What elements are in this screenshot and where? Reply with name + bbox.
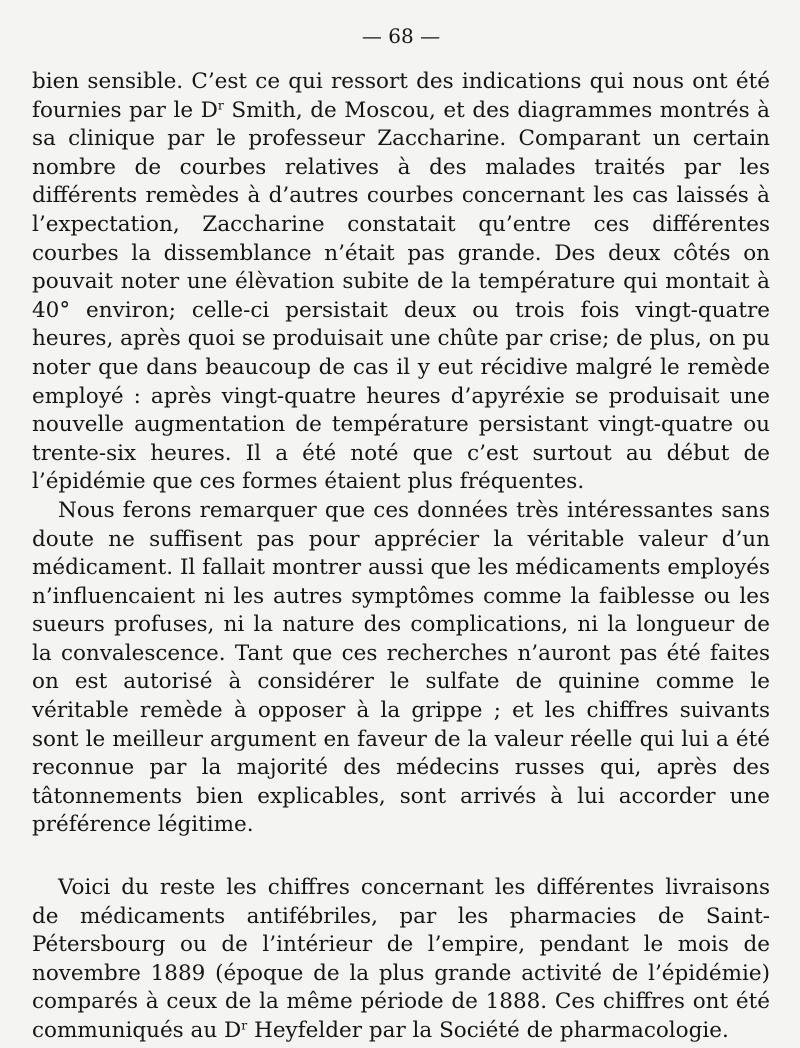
- paragraph-1-text-b: Smith, de Moscou, et des diagrammes montrés à sa clinique par le professeur Zaccharine. Comparant un certain nombre de courbes relatives à des malades traités par les différents remèdes à d’autres courbes concernant les cas laissés à l’expectation, Zaccharine constatait qu’entre ces différentes courbes la dissemblance n’était pas grande. Des deux côtés on pouvait noter une élèvation subite de la température qui montait à 40° environ; celle-ci persistait deux ou trois fois vingt-quatre heures, après quoi se produisait une chûte par crise; de plus, on pu noter que dans beaucoup de cas il y eut récidive malgré le remède employé : après vingt-quatre heures d’apyréxie se produisait une nouvelle augmentation de température persistant vingt-quatre ou trente-six heures. Il a été noté que c’est surtout au début de l’épidémie que ces formes étaient plus fréquentes.: [32, 97, 770, 495]
- doctor-abbrev-superscript: r: [217, 96, 224, 112]
- page-number: — 68 —: [361, 24, 441, 48]
- paragraph-3-text-a: Voici du reste les chiffres concernant les différentes livraisons de médicaments antifébriles, par les pharmacies de Saint-Pétersbourg ou de l’intérieur de l’empire, pendant le mois de novembre 1889 (époque de la plus grande activité de l’épidémie) comparés à ceux de la même période de 1888. Ces chiffres ont été communiqués au D: [32, 875, 770, 1043]
- paragraph-2: Nous ferons remarquer que ces données très intéressantes sans doute ne suffisent pas pour apprécier la véritable valeur d’un médicament. Il fallait montrer aussi que les médicaments employés n’influencaient ni les autres symptômes comme la faiblesse ou les sueurs profuses, ni la nature des complications, ni la longueur de la convalescence. Tant que ces recherches n’auront pas été faites on est autorisé à considérer le sulfate de quinine comme le véritable remède à opposer à la grippe ; et les chiffres suivants sont le meilleur argument en faveur de la valeur réelle qui lui a été reconnue par la majorité des médecins russes qui, après des tâtonnements bien explicables, sont arrivés à lui accorder une préférence légitime.: [32, 497, 770, 838]
- paragraph-3-text-b: Heyfelder par la Société de pharmacologie.: [247, 1018, 729, 1043]
- section-gap: [32, 840, 770, 874]
- paragraph-1: [32, 68, 770, 497]
- paragraph-1-text-a: bien sensible. C’est ce qui ressort des indications qui nous ont été fournies par le D: [32, 69, 770, 123]
- paragraph-3: [32, 874, 770, 1046]
- doctor-abbrev-superscript: r: [241, 1017, 248, 1033]
